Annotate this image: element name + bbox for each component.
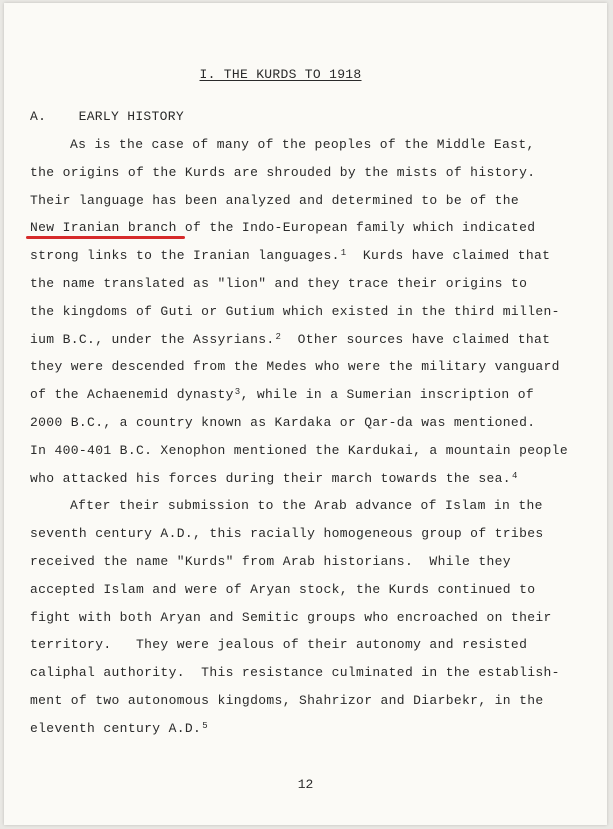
line-text: the kingdoms of Guti or Gutium which existed in the third millen- [30,303,560,319]
chapter-title: I. THE KURDS TO 1918 [199,67,362,82]
document-page [4,3,607,825]
text-line [30,492,590,520]
footnote-marker: 5 [202,720,208,731]
text-line [30,353,590,381]
line-text: After their submission to the Arab advance of Islam in the [70,498,543,514]
text-line [30,326,590,354]
line-text: who attacked his forces during their march towards the sea. [30,470,511,486]
section-heading: A. EARLY HISTORY [30,109,184,124]
line-text: accepted Islam and were of Aryan stock, the Kurds continued to [30,581,536,597]
body-text [30,131,590,743]
footnote-marker: 4 [511,470,518,481]
text-line [30,242,590,270]
footnote-marker: 3 [234,387,241,398]
line-text: In 400-401 B.C. Xenophon mentioned the Kardukai, a mountain people [30,442,568,458]
text-line [30,409,590,437]
text-line [30,687,590,715]
text-line [30,659,590,687]
text-line [30,187,590,215]
footnote-marker: 1 [340,248,347,259]
text-line [30,604,590,632]
line-text-continued: Other sources have claimed that [281,331,551,347]
line-text: As is the case of many of the peoples of the Middle East, [70,137,535,152]
line-text: New Iranian branch of the Indo-European family which indicated [30,220,536,236]
footnote-marker: 2 [275,331,282,342]
line-text: the origins of the Kurds are shrouded by the mists of history. [30,164,536,180]
line-text: fight with both Aryan and Semitic groups who encroached on their [30,609,552,625]
text-line [30,270,590,298]
text-line [30,715,590,743]
text-line [30,520,590,548]
text-line [30,131,590,159]
line-text: territory. They were jealous of their autonomy and resisted [30,637,528,653]
line-text: the name translated as "lion" and they trace their origins to [30,275,528,291]
text-line [30,381,590,409]
line-text: eleventh century A.D. [30,720,202,736]
red-highlight-underline [26,236,185,239]
line-text: caliphal authority. This resistance culminated in the establish- [30,665,560,681]
line-text: seventh century A.D., this racially homogeneous group of tribes [30,526,544,542]
line-text: strong links to the Iranian languages. [30,248,340,264]
line-text: ium B.C., under the Assyrians. [30,331,275,347]
page-number: 12 [297,777,314,792]
line-text: ment of two autonomous kingdoms, Shahrizor and Diarbekr, in the [30,692,544,708]
text-line [30,437,590,465]
line-text: they were descended from the Medes who were the military vanguard [30,359,560,375]
text-line [30,159,590,187]
text-line [30,631,590,659]
text-line [30,465,590,493]
line-text: 2000 B.C., a country known as Kardaka or Qar-da was mentioned. [30,414,536,430]
line-text: of the Achaenemid dynasty [30,387,234,403]
line-text-continued: , while in a Sumerian inscription of [240,387,535,403]
line-text-continued: Kurds have claimed that [346,248,551,264]
line-text: received the name "Kurds" from Arab historians. While they [30,553,511,569]
text-line [30,548,590,576]
text-line [30,576,590,604]
line-text: Their language has been analyzed and determined to be of the [30,192,520,208]
text-line [30,298,590,326]
